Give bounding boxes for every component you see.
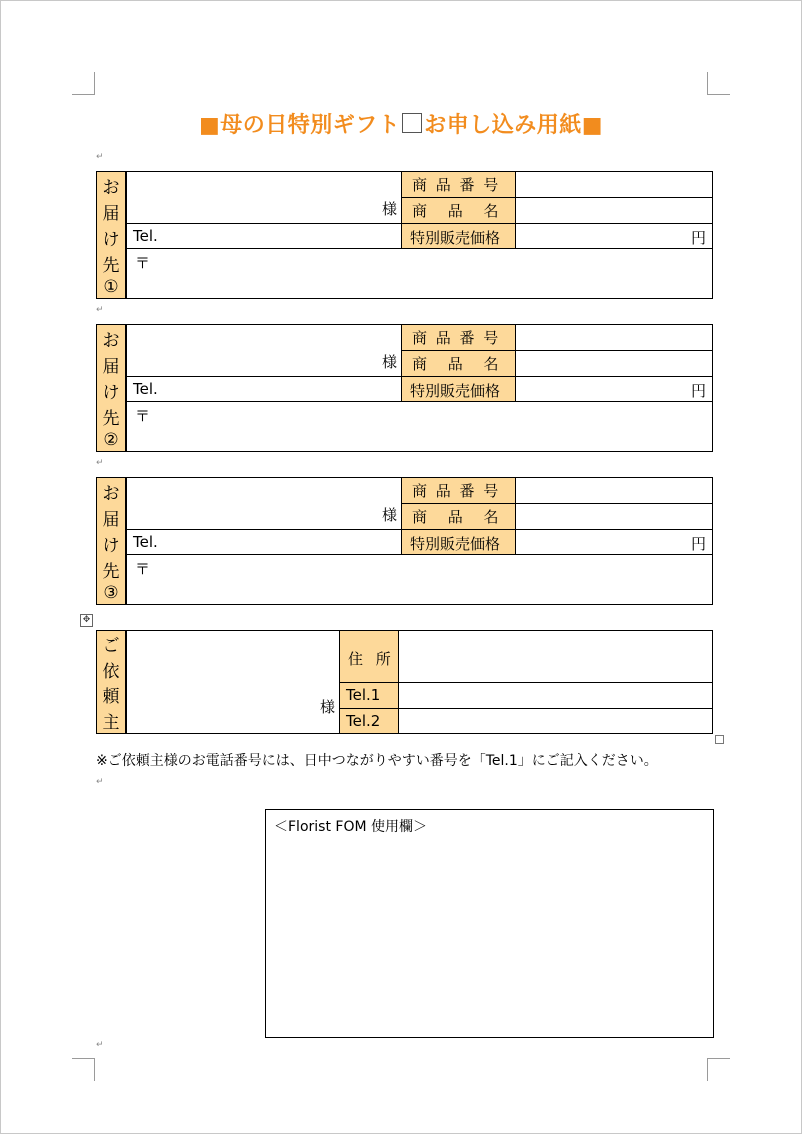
- paragraph-mark: ↵: [96, 152, 104, 162]
- label-text: 特別販売価格: [410, 535, 501, 553]
- label-char: お: [102, 177, 120, 198]
- special-price-field[interactable]: [515, 529, 713, 555]
- sama-suffix: 様: [319, 698, 335, 716]
- yen-unit: 円: [690, 229, 706, 247]
- label-char: け: [102, 535, 120, 556]
- delivery-label-3: [96, 477, 126, 605]
- crop-mark-bottom-right: [707, 1058, 730, 1081]
- delivery-label-1: [96, 171, 126, 299]
- postal-mark: 〒: [135, 254, 151, 272]
- requester-address-label: [339, 630, 399, 683]
- title-part-2: お申し込み用紙■: [424, 113, 604, 138]
- label-text: 特別販売価格: [410, 229, 501, 247]
- delivery-block-1: [96, 171, 713, 299]
- product-number-field[interactable]: [515, 171, 713, 198]
- tel-field[interactable]: [126, 529, 402, 555]
- label-char: 先: [102, 562, 120, 583]
- label-char: お: [102, 483, 120, 504]
- product-name-field[interactable]: [515, 503, 713, 530]
- product-name-field[interactable]: [515, 350, 713, 377]
- requester-name-field[interactable]: [126, 630, 340, 734]
- special-price-label: [401, 529, 516, 555]
- title-box-glyph: [402, 113, 422, 133]
- sama-suffix: 様: [381, 200, 397, 218]
- requester-address-field[interactable]: [398, 630, 713, 683]
- label-char: お: [102, 330, 120, 351]
- label-char: け: [102, 382, 120, 403]
- label-char: ③: [103, 583, 119, 604]
- requester-tel1-field[interactable]: [398, 682, 713, 709]
- paragraph-mark: ↵: [96, 777, 104, 787]
- label-char: 届: [102, 203, 120, 224]
- address-field[interactable]: [126, 401, 713, 452]
- label-char: 先: [102, 256, 120, 277]
- yen-unit: 円: [690, 382, 706, 400]
- delivery-block-2: [96, 324, 713, 452]
- special-price-label: [401, 223, 516, 249]
- label-text: 商 品 名: [412, 508, 507, 526]
- delivery-block-3: [96, 477, 713, 605]
- requester-label: [96, 630, 126, 734]
- tel-field[interactable]: [126, 223, 402, 249]
- address-field[interactable]: [126, 554, 713, 605]
- label-char: け: [102, 229, 120, 250]
- product-number-label: [401, 171, 516, 198]
- label-char: ご: [102, 636, 120, 657]
- label-text: 商 品 番 号: [412, 482, 501, 500]
- product-number-label: [401, 324, 516, 351]
- tel-label: Tel.: [133, 380, 158, 398]
- tel-note: ※ご依頼主様のお電話番号には、日中つながりやすい番号を「Tel.1」にご記入ください。: [96, 753, 658, 769]
- yen-unit: 円: [690, 535, 706, 553]
- postal-mark: 〒: [135, 407, 151, 425]
- label-text: 特別販売価格: [410, 382, 501, 400]
- label-char: 主: [102, 712, 120, 733]
- table-resize-handle-icon[interactable]: [715, 735, 724, 744]
- product-name-field[interactable]: [515, 197, 713, 224]
- label-text: 商 品 番 号: [412, 176, 501, 194]
- delivery-label-2: [96, 324, 126, 452]
- form-title: [0, 108, 802, 139]
- label-text: 商 品 名: [412, 202, 507, 220]
- label-char: 依: [102, 661, 120, 682]
- label-text: Tel.1: [346, 686, 381, 704]
- table-move-handle-icon[interactable]: ✥: [80, 614, 93, 627]
- crop-mark-top-right: [707, 72, 730, 95]
- requester-tel1-label: [339, 682, 399, 709]
- tel-label: Tel.: [133, 533, 158, 551]
- requester-block: [96, 630, 713, 734]
- requester-tel2-field[interactable]: [398, 708, 713, 734]
- special-price-label: [401, 376, 516, 402]
- requester-tel2-label: [339, 708, 399, 734]
- label-char: 頼: [102, 687, 120, 708]
- tel-field[interactable]: [126, 376, 402, 402]
- recipient-name-field[interactable]: [126, 171, 402, 224]
- sama-suffix: 様: [381, 353, 397, 371]
- paragraph-mark: ↵: [96, 458, 104, 468]
- product-number-field[interactable]: [515, 324, 713, 351]
- paragraph-mark: ↵: [96, 305, 104, 315]
- label-char: 届: [102, 509, 120, 530]
- label-text: 住 所: [348, 650, 395, 668]
- sama-suffix: 様: [381, 506, 397, 524]
- label-text: 商 品 名: [412, 355, 507, 373]
- product-name-label: [401, 350, 516, 377]
- product-number-field[interactable]: [515, 477, 713, 504]
- crop-mark-top-left: [72, 72, 95, 95]
- label-text: 商 品 番 号: [412, 329, 501, 347]
- label-char: ②: [103, 430, 119, 451]
- crop-mark-bottom-left: [72, 1058, 95, 1081]
- tel-label: Tel.: [133, 227, 158, 245]
- postal-mark: 〒: [135, 560, 151, 578]
- title-part-1: ■母の日特別ギフト: [198, 113, 401, 138]
- product-name-label: [401, 197, 516, 224]
- product-name-label: [401, 503, 516, 530]
- label-char: 先: [102, 409, 120, 430]
- florist-use-box[interactable]: [265, 809, 714, 1038]
- product-number-label: [401, 477, 516, 504]
- special-price-field[interactable]: [515, 376, 713, 402]
- address-field[interactable]: [126, 248, 713, 299]
- label-char: 届: [102, 356, 120, 377]
- florist-heading: ＜Florist FOM 使用欄＞: [274, 819, 427, 835]
- paragraph-mark: ↵: [96, 1040, 104, 1050]
- special-price-field[interactable]: [515, 223, 713, 249]
- label-text: Tel.2: [346, 712, 381, 730]
- recipient-name-field[interactable]: [126, 477, 402, 530]
- recipient-name-field[interactable]: [126, 324, 402, 377]
- label-char: ①: [103, 277, 119, 298]
